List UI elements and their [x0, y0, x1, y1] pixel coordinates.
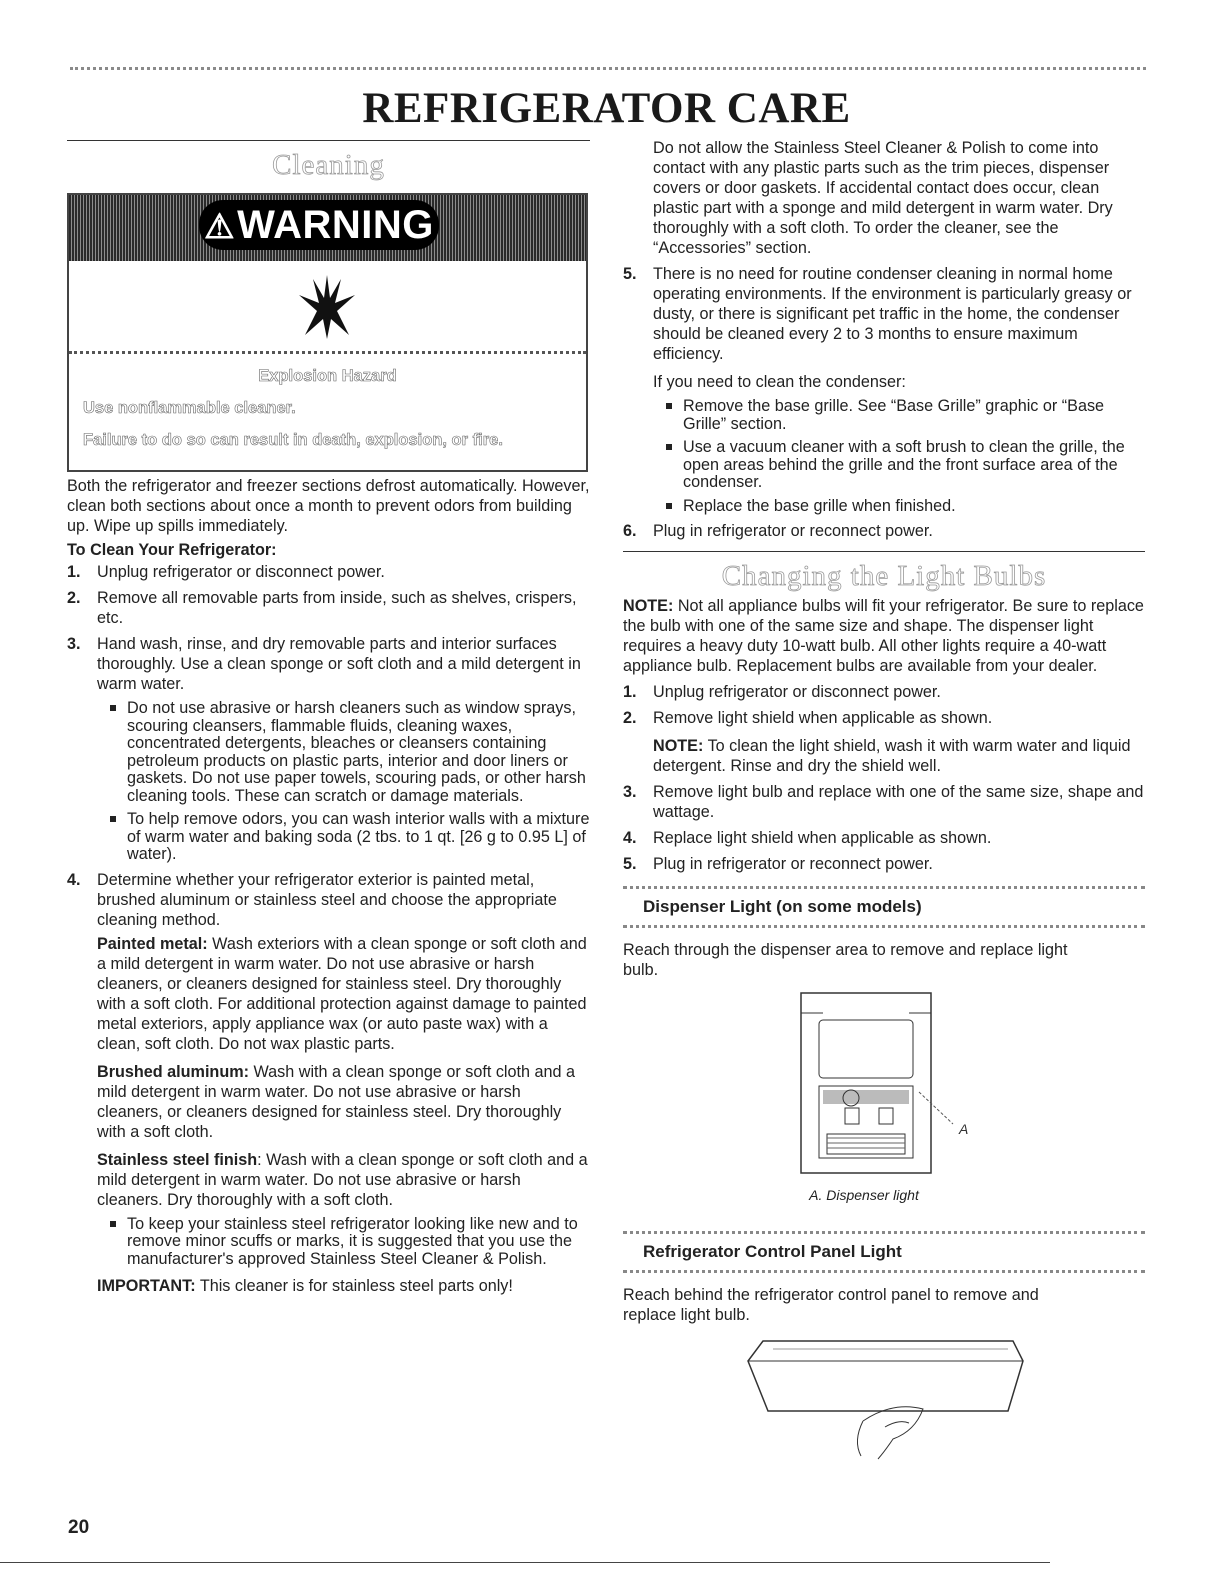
note-text: To clean the light shield, wash it with warm water and liquid detergent. Rinse and dry the shield well.	[653, 737, 1131, 775]
note-label: NOTE:	[623, 597, 674, 615]
step-text: Remove light bulb and replace with one of the same size, shape and wattage.	[653, 783, 1144, 821]
note-label: NOTE:	[653, 737, 704, 755]
warning-label	[199, 200, 439, 250]
section-rule	[623, 551, 1145, 552]
step-number: 3.	[67, 635, 81, 653]
dotted-rule	[623, 1270, 1145, 1273]
painted-metal-label: Painted metal:	[97, 934, 208, 953]
bullet-item: Replace the base grille when finished.	[653, 498, 1145, 516]
list-item	[623, 682, 1145, 702]
bulbs-note	[623, 596, 1145, 676]
control-panel-light-title: Refrigerator Control Panel Light	[643, 1242, 902, 1261]
list-item	[67, 870, 590, 1297]
step-number: 1.	[623, 683, 637, 701]
condenser-intro: If you need to clean the condenser:	[653, 373, 906, 391]
step-text: Unplug refrigerator or disconnect power.	[97, 563, 385, 581]
left-column	[67, 140, 590, 1296]
step-text: Unplug refrigerator or disconnect power.	[653, 683, 941, 701]
control-panel-light-illustration	[623, 1331, 1145, 1461]
list-item	[67, 562, 590, 582]
to-clean-heading: To Clean Your Refrigerator:	[67, 541, 277, 559]
callout-a: A	[959, 1121, 969, 1137]
explosion-hazard-icon	[297, 273, 357, 343]
list-item	[623, 828, 1145, 848]
warning-consequence: Failure to do so can result in death, explosion, or fire.	[83, 431, 503, 449]
right-column	[623, 138, 1145, 1461]
important-text: This cleaner is for stainless steel parts only!	[195, 1277, 513, 1295]
warning-header	[69, 195, 586, 261]
step-text: Determine whether your refrigerator exterior is painted metal, brushed aluminum or stainless steel and choose the appropriate cleaning method.	[97, 870, 557, 929]
bullet-item: Do not use abrasive or harsh cleaners such as window sprays, scouring cleansers, flammable fluids, cleaning waxes, concentrated detergents, bleaches or cleansers containing petroleum products on plastic parts, interior and door liners or gaskets. Do not use paper towels, scouring pads, or other harsh cleaning tools. These can scratch or damage materials.	[97, 700, 590, 805]
painted-metal-paragraph	[97, 934, 590, 1054]
bulbs-section-title: Changing the Light Bulbs	[721, 560, 1047, 592]
bottom-rule	[0, 1562, 1050, 1563]
page-title: REFRIGERATOR CARE	[362, 85, 851, 132]
step-text: Replace light shield when applicable as shown.	[653, 829, 992, 847]
note-text: Not all appliance bulbs will fit your refrigerator. Be sure to replace the bulb with one of the same size and shape. The dispenser light requires a heavy duty 10-watt bulb. All other lights require a 40-watt appliance bulb. Replacement bulbs are available from your dealer.	[623, 597, 1144, 675]
hazard-icon-area	[69, 261, 586, 354]
important-label: IMPORTANT:	[97, 1277, 196, 1295]
list-item	[623, 521, 1145, 541]
bulb-steps	[623, 682, 1145, 874]
list-item	[623, 708, 1145, 776]
cleaning-steps	[67, 562, 590, 1296]
warning-box	[67, 193, 588, 472]
cleaning-steps-continued	[623, 264, 1145, 541]
bullet-list	[97, 700, 590, 864]
section-rule	[67, 140, 590, 141]
step-number: 2.	[623, 709, 637, 727]
step-number: 5.	[623, 265, 637, 283]
step-number: 5.	[623, 855, 637, 873]
list-item	[623, 264, 1145, 515]
step-text: Plug in refrigerator or reconnect power.	[653, 522, 933, 540]
important-note	[97, 1276, 590, 1296]
step-text: Plug in refrigerator or reconnect power.	[653, 855, 933, 873]
dispenser-light-title: Dispenser Light (on some models)	[643, 897, 922, 916]
step-number: 6.	[623, 522, 637, 540]
list-item	[67, 588, 590, 628]
brushed-aluminum-paragraph	[97, 1062, 590, 1142]
step-text: Remove all removable parts from inside, such as shelves, crispers, etc.	[97, 589, 577, 627]
warning-instruction: Use nonflammable cleaner.	[83, 399, 296, 417]
bullet-item: Remove the base grille. See “Base Grille” graphic or “Base Grille” section.	[653, 398, 1145, 433]
step-number: 4.	[67, 870, 81, 889]
step-text: There is no need for routine condenser cleaning in normal home operating environments. If the environment is particularly greasy or dusty, or there is significant pet traffic in the home, the condenser should be cleaned every 2 to 3 months to ensure maximum efficiency.	[653, 265, 1132, 363]
brushed-aluminum-text: Wash with a clean sponge or soft cloth and a mild detergent in warm water. Do not use abrasive or harsh cleaners, or cleaners designed for stainless steel. Dry thoroughly with a soft cloth.	[97, 1062, 576, 1141]
warning-heading: WARNING	[237, 203, 434, 247]
dispenser-light-text: Reach through the dispenser area to remove and replace light bulb.	[623, 941, 1068, 979]
hazard-type: Explosion Hazard	[258, 367, 397, 385]
step-number: 3.	[623, 783, 637, 801]
step-text: Hand wash, rinse, and dry removable parts and interior surfaces thoroughly. Use a clean sponge or soft cloth and a mild detergent in warm water.	[97, 635, 581, 693]
dotted-rule	[623, 925, 1145, 928]
shield-note	[653, 736, 1145, 776]
step-number: 2.	[67, 589, 81, 607]
painted-metal-text: Wash exteriors with a clean sponge or soft cloth and a mild detergent in warm water. Do not use abrasive or harsh cleaners, or cleaners designed for stainless steel. Dry thoroughly with a soft cloth. For additional protection against damage to painted metal exteriors, apply appliance wax (or auto paste wax) with a clean, soft cloth. Do not wax plastic parts.	[97, 934, 587, 1053]
cleaning-intro: Both the refrigerator and freezer sections defrost automatically. However, clean both sections about once a month to prevent odors from building up. Wipe up spills immediately.	[67, 477, 590, 535]
stainless-continued: Do not allow the Stainless Steel Cleaner & Polish to come into contact with any plastic parts such as the trim pieces, dispenser covers or door gaskets. If accidental contact does occur, clean plastic part with a sponge and mild detergent in warm water. Dry thoroughly with a soft cloth. To order the cleaner, see the “Accessories” section.	[653, 139, 1113, 257]
stainless-text: : Wash with a clean sponge or soft cloth and a mild detergent in warm water. Do not use abrasive or harsh cleaners. Dry thoroughly with a soft cloth.	[97, 1150, 588, 1209]
list-item	[623, 854, 1145, 874]
top-dotted-rule	[70, 67, 1146, 70]
bullet-list	[97, 1216, 590, 1269]
brushed-aluminum-label: Brushed aluminum:	[97, 1062, 249, 1081]
bullet-item: To keep your stainless steel refrigerator looking like new and to remove minor scuffs or marks, it is suggested that you use the manufacturer's approved Stainless Steel Cleaner & Polish.	[97, 1216, 590, 1269]
warning-triangle-icon: ⚠	[204, 208, 236, 246]
bullet-item: Use a vacuum cleaner with a soft brush to clean the grille, the open areas behind the grille and the front surface area of the condenser.	[653, 439, 1145, 492]
cleaning-section-title: Cleaning	[272, 149, 385, 181]
stainless-label: Stainless steel finish	[97, 1150, 258, 1169]
dotted-rule	[623, 886, 1145, 889]
control-panel-light-text: Reach behind the refrigerator control panel to remove and replace light bulb.	[623, 1286, 1039, 1324]
step-text: Remove light shield when applicable as shown.	[653, 709, 993, 727]
bullet-item: To help remove odors, you can wash interior walls with a mixture of warm water and baking soda (2 tbs. to 1 qt. [26 g to 0.95 L] of water).	[97, 811, 590, 864]
dispenser-caption: A. Dispenser light	[809, 1187, 919, 1203]
list-item	[67, 634, 590, 864]
dispenser-light-illustration	[623, 988, 1145, 1183]
list-item	[623, 782, 1145, 822]
dotted-rule	[623, 1231, 1145, 1234]
step-number: 4.	[623, 829, 637, 847]
step-number: 1.	[67, 563, 81, 581]
page-number: 20	[68, 1517, 90, 1538]
stainless-paragraph	[97, 1150, 590, 1210]
bullet-list	[653, 398, 1145, 515]
